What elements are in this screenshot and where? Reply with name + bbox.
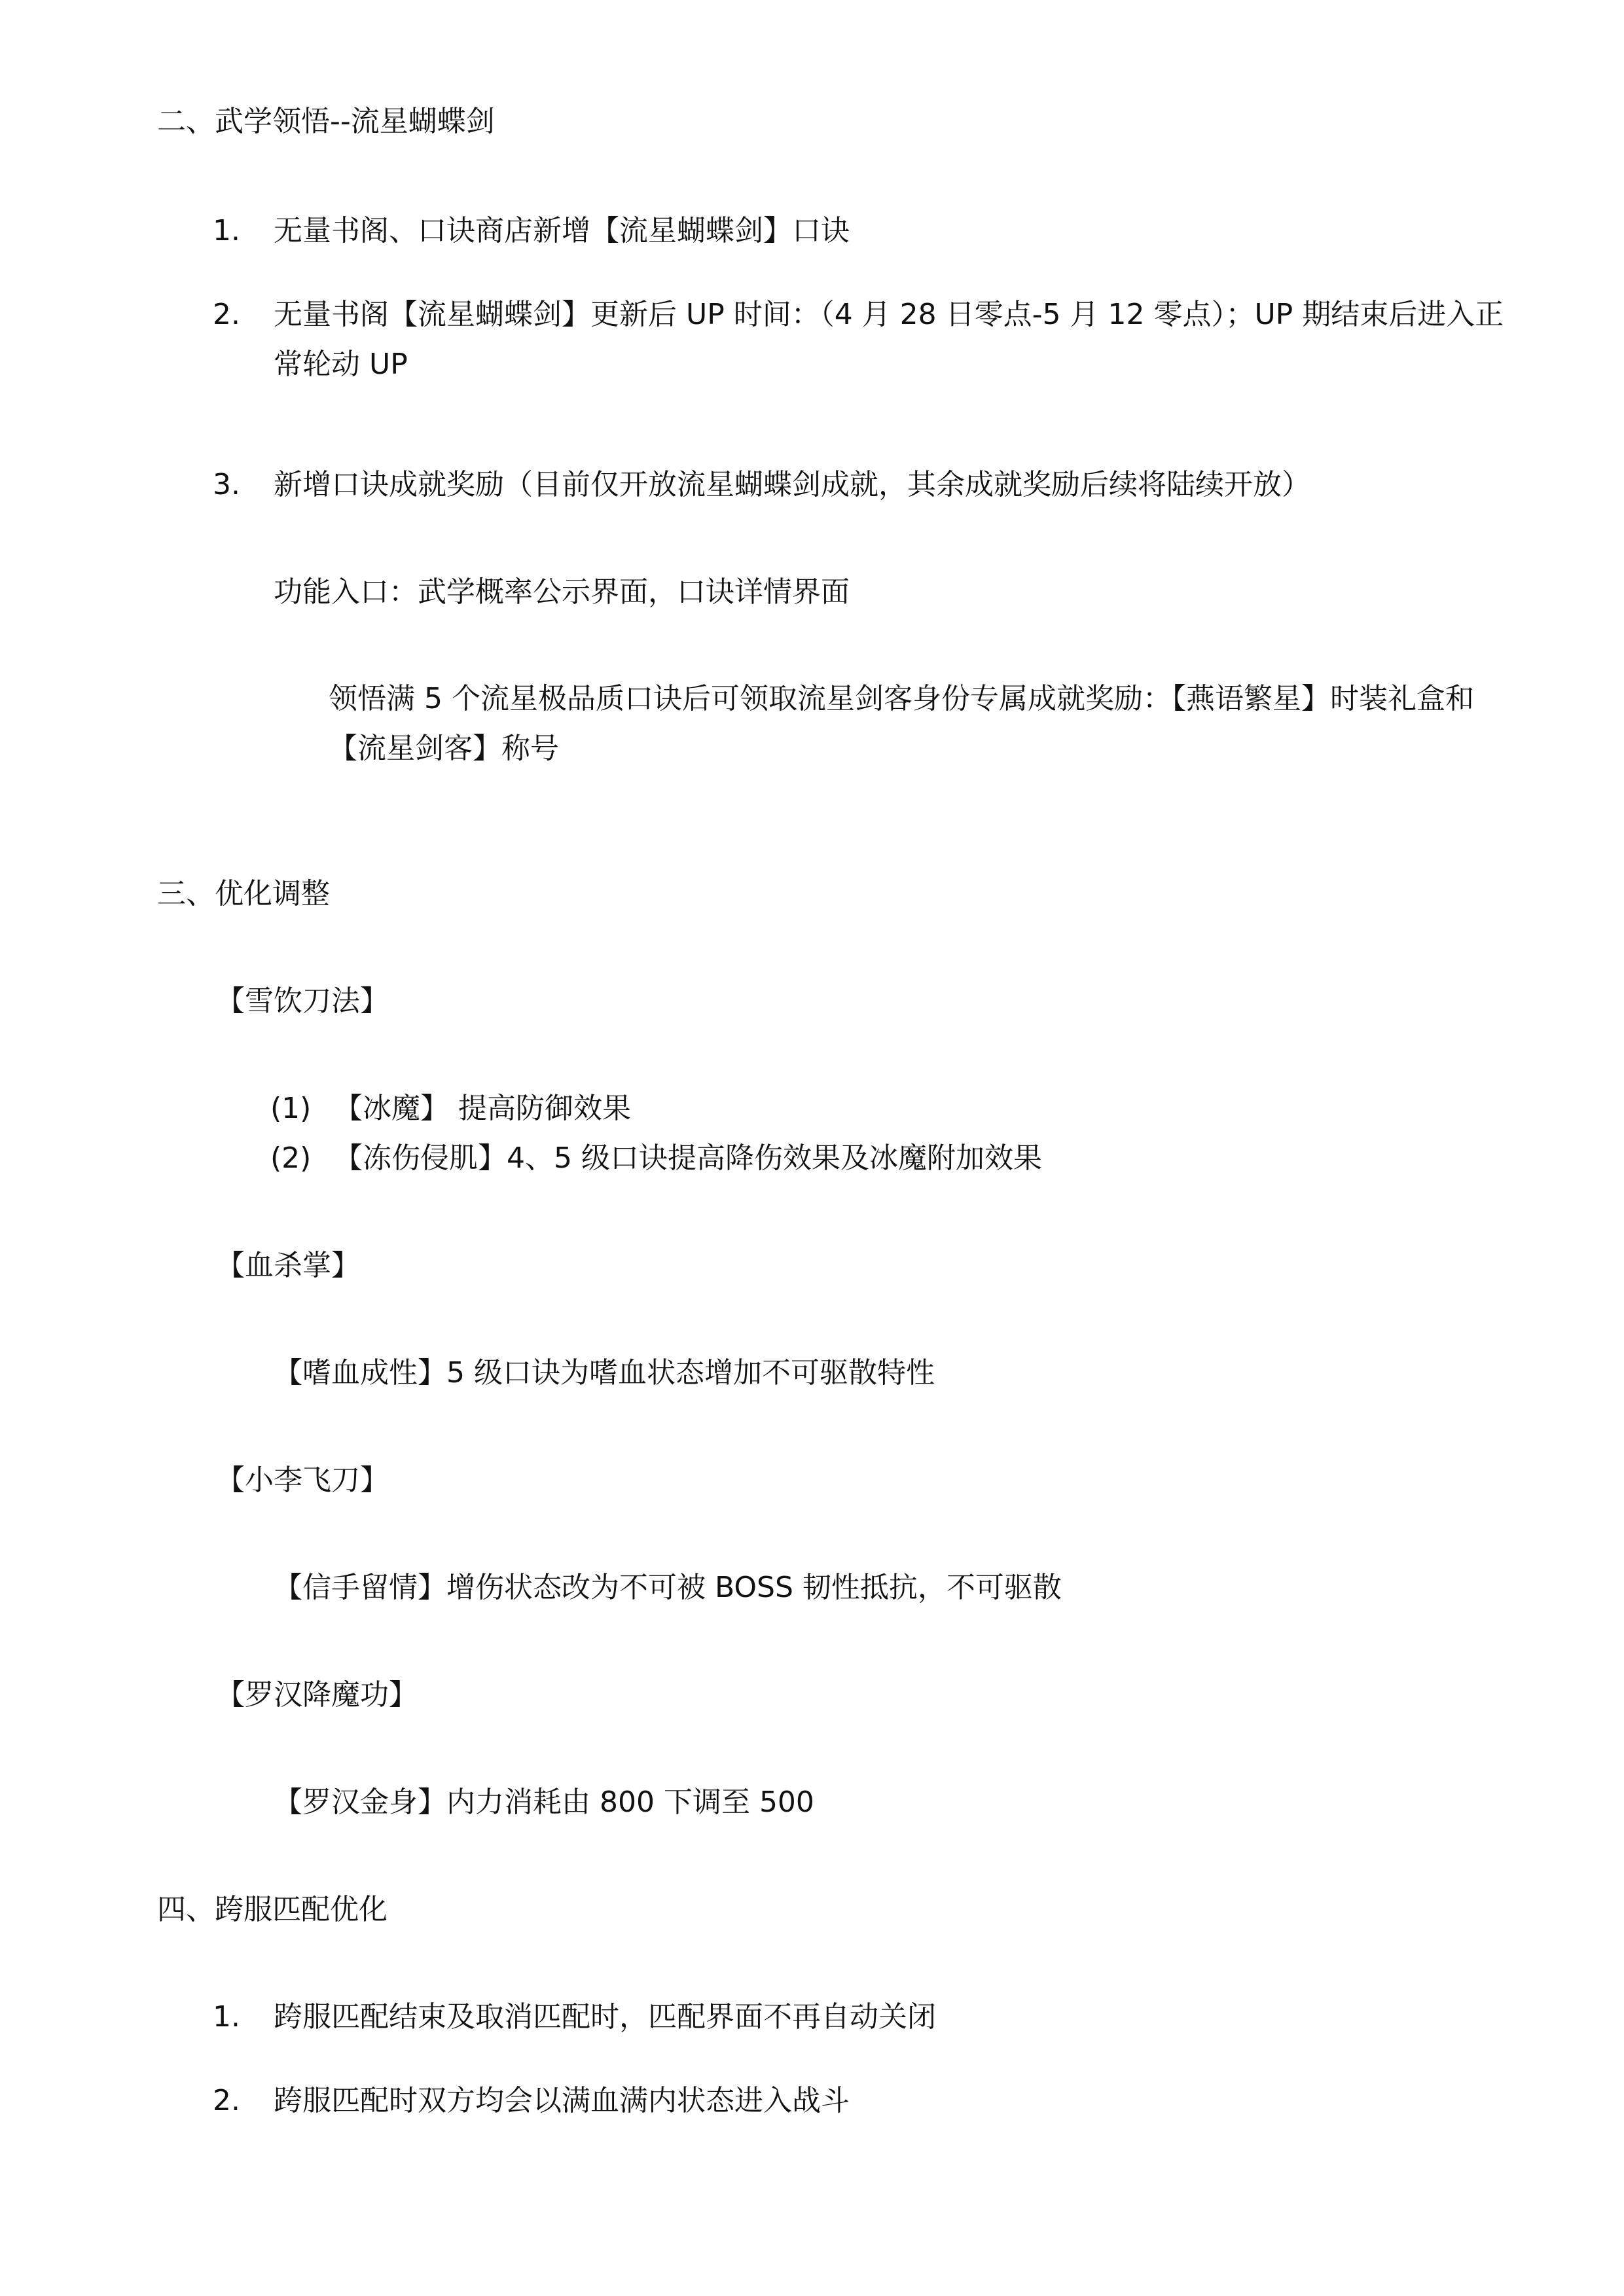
section4-item2-number: 2.	[213, 2084, 240, 2117]
section2-item1-text: 无量书阁、口诀商店新增【流星蝴蝶剑】口诀	[274, 214, 850, 247]
section4-item1-number: 1.	[213, 2000, 240, 2034]
xiaoli-detail: 【信手留情】增伤状态改为不可被 BOSS 韧性抵抗，不可驱散	[274, 1571, 1062, 1604]
section3-heading: 三、优化调整	[157, 877, 330, 910]
xueyin-item1-number: (1)	[270, 1092, 312, 1125]
section4-item2-text: 跨服匹配时双方均会以满血满内状态进入战斗	[274, 2084, 850, 2117]
section4-heading: 四、跨服匹配优化	[157, 1893, 388, 1926]
section2-item2-number: 2.	[213, 298, 240, 331]
luohan-detail: 【罗汉金身】内力消耗由 800 下调至 500	[274, 1785, 814, 1819]
xuesha-detail: 【嗜血成性】5 级口诀为嗜血状态增加不可驱散特性	[274, 1356, 935, 1390]
xueyin-item1-text: 【冰魔】 提高防御效果	[334, 1092, 631, 1125]
luohan-title: 【罗汉降魔功】	[216, 1678, 418, 1712]
section2-item1-number: 1.	[213, 214, 240, 247]
section2-item2-text-cont: 常轮动 UP	[274, 348, 408, 381]
reward-line-1: 领悟满 5 个流星极品质口诀后可领取流星剑客身份专属成就奖励：【燕语繁星】时装礼盒和	[329, 682, 1474, 715]
function-entry: 功能入口：武学概率公示界面，口诀详情界面	[274, 575, 850, 609]
xueyin-item2-text: 【冻伤侵肌】4、5 级口诀提高降伤效果及冰魔附加效果	[334, 1141, 1042, 1175]
section4-item1-text: 跨服匹配结束及取消匹配时，匹配界面不再自动关闭	[274, 2000, 936, 2034]
section2-item3-number: 3.	[213, 468, 240, 501]
xiaoli-title: 【小李飞刀】	[216, 1463, 389, 1497]
xuesha-title: 【血杀掌】	[216, 1249, 360, 1282]
section2-item2-text: 无量书阁【流星蝴蝶剑】更新后 UP 时间：（4 月 28 日零点-5 月 12 零点）；UP 期结束后进入正	[274, 298, 1504, 331]
xueyin-title: 【雪饮刀法】	[216, 984, 389, 1018]
section2-item3-text: 新增口诀成就奖励（目前仅开放流星蝴蝶剑成就，其余成就奖励后续将陆续开放）	[274, 468, 1310, 501]
xueyin-item2-number: (2)	[270, 1141, 312, 1175]
reward-line-2: 【流星剑客】称号	[329, 732, 559, 765]
section2-heading: 二、武学领悟--流星蝴蝶剑	[157, 105, 495, 138]
